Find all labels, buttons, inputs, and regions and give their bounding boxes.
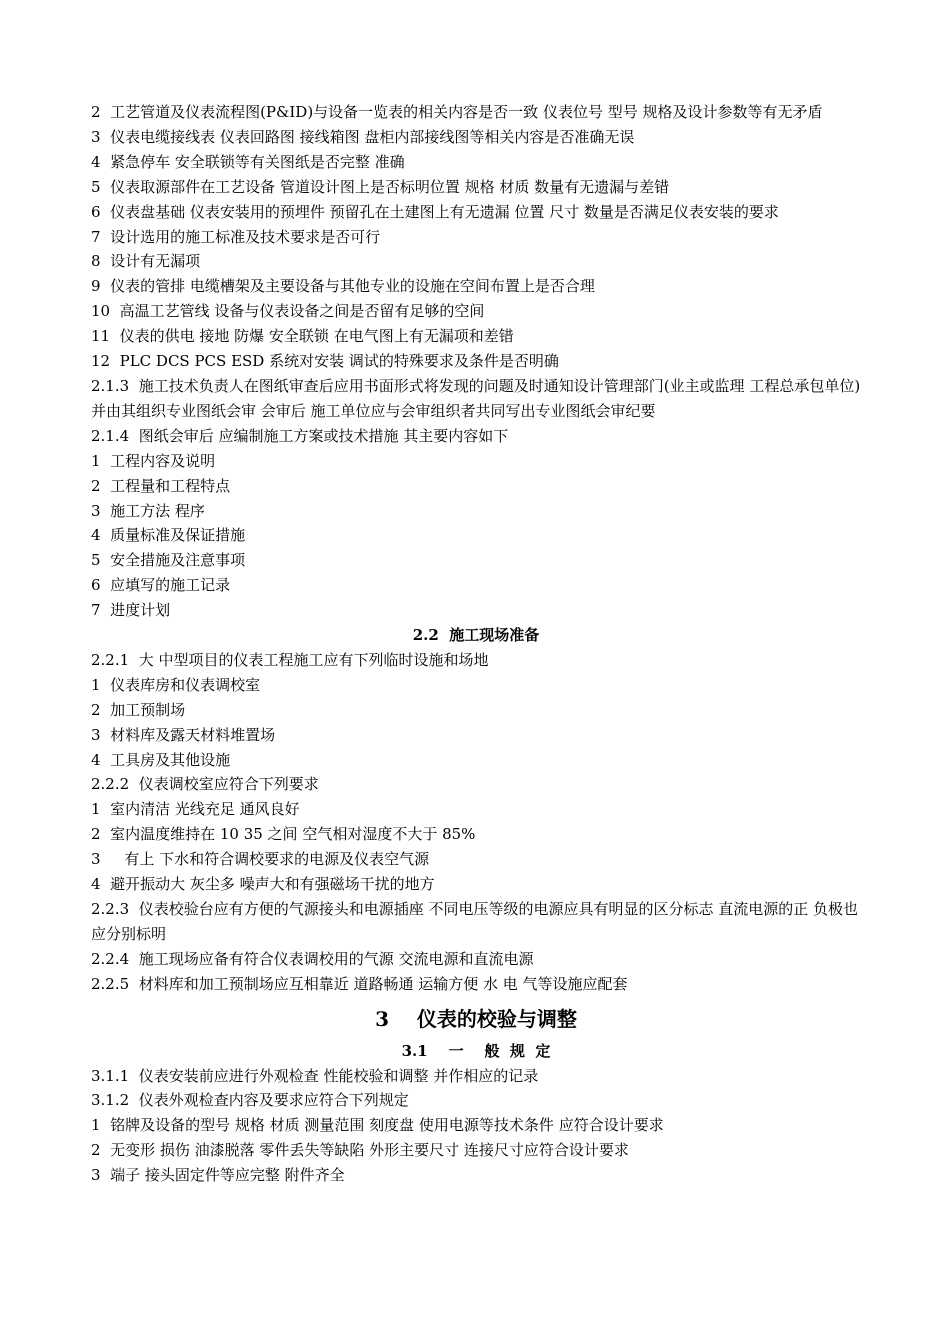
paragraph-line: 1 室内清洁 光线充足 通风良好: [91, 800, 300, 819]
paragraph-line: 3 仪表电缆接线表 仪表回路图 接线箱图 盘柜内部接线图等相关内容是否准确无误: [91, 127, 635, 146]
document-page: [91, 100, 865, 1188]
paragraph-line: 2.2.4 施工现场应备有符合仪表调校用的气源 交流电源和直流电源: [91, 949, 534, 968]
paragraph-line: 2 工程量和工程特点: [91, 476, 231, 495]
paragraph-line: 3 有上 下水和符合调校要求的电源及仪表空气源: [91, 850, 430, 869]
paragraph-line: 6 仪表盘基础 仪表安装用的预埋件 预留孔在土建图上有无遗漏 位置 尺寸 数量是否满足仪表安装的要求: [91, 202, 779, 221]
paragraph-line: 11 仪表的供电 接地 防爆 安全联锁 在电气图上有无漏项和差错: [91, 327, 514, 346]
paragraph-line: 5 仪表取源部件在工艺设备 管道设计图上是否标明位置 规格 材质 数量有无遗漏与差错: [91, 177, 670, 196]
paragraph-line: 4 避开振动大 灰尘多 噪声大和有强磁场干扰的地方: [91, 875, 435, 894]
paragraph-line: 2.2.3 仪表校验台应有方便的气源接头和电源插座 不同电压等级的电源应具有明显的区分标志 直流电源的正 负极也应分别标明: [91, 900, 859, 943]
paragraph-line: 10 高温工艺管线 设备与仪表设备之间是否留有足够的空间: [91, 302, 485, 321]
paragraph-line: 4 工具房及其他设施: [91, 750, 231, 769]
paragraph-line: 3 施工方法 程序: [91, 501, 205, 520]
paragraph-line: 9 仪表的管排 电缆槽架及主要设备与其他专业的设施在空间布置上是否合理: [91, 277, 595, 296]
section-heading: 3.1 一 般 规 定: [401, 1041, 551, 1060]
paragraph-line: 6 应填写的施工记录: [91, 576, 231, 595]
paragraph-line: 1 铭牌及设备的型号 规格 材质 测量范围 刻度盘 使用电源等技术条件 应符合设计要求: [91, 1116, 664, 1135]
section-heading: 2.2 施工现场准备: [412, 626, 540, 645]
paragraph-line: 1 仪表库房和仪表调校室: [91, 675, 261, 694]
paragraph-line: 7 进度计划: [91, 601, 171, 620]
paragraph-line: 2.1.4 图纸会审后 应编制施工方案或技术措施 其主要内容如下: [91, 426, 509, 445]
paragraph-line: 8 设计有无漏项: [91, 252, 201, 271]
paragraph-line: 3 材料库及露天材料堆置场: [91, 725, 276, 744]
paragraph-line: 2.2.2 仪表调校室应符合下列要求: [91, 775, 319, 794]
paragraph-line: 2 无变形 损伤 油漆脱落 零件丢失等缺陷 外形主要尺寸 连接尺寸应符合设计要求: [91, 1141, 629, 1160]
paragraph-line: 12 PLC DCS PCS ESD 系统对安装 调试的特殊要求及条件是否明确: [91, 352, 559, 371]
paragraph-line: 2 室内温度维持在 10 35 之间 空气相对湿度不大于 85%: [91, 825, 476, 844]
paragraph-line: 4 紧急停车 安全联锁等有关图纸是否完整 准确: [91, 152, 405, 171]
chapter-heading: 3 仪表的校验与调整: [375, 1006, 577, 1031]
paragraph-line: 7 设计选用的施工标准及技术要求是否可行: [91, 227, 381, 246]
paragraph-line: 2 加工预制场: [91, 700, 186, 719]
paragraph-line: 3 端子 接头固定件等应完整 附件齐全: [91, 1166, 345, 1185]
paragraph-line: 2 工艺管道及仪表流程图(P&ID)与设备一览表的相关内容是否一致 仪表位号 型号 规格及设计参数等有无矛盾: [91, 103, 823, 121]
paragraph-line: 2.1.3 施工技术负责人在图纸审查后应用书面形式将发现的问题及时通知设计管理部门(业主或监理 工程总承包单位) 并由其组织专业图纸会审 会审后 施工单位应与会审组织者共同写出专业图纸会审纪要: [91, 376, 865, 420]
paragraph-line: 2.2.1 大 中型项目的仪表工程施工应有下列临时设施和场地: [91, 650, 489, 669]
paragraph-line: 3.1.1 仪表安装前应进行外观检查 性能校验和调整 并作相应的记录: [91, 1066, 539, 1085]
paragraph-line: 4 质量标准及保证措施: [91, 526, 246, 545]
paragraph-line: 1 工程内容及说明: [91, 451, 216, 470]
paragraph-line: 2.2.5 材料库和加工预制场应互相靠近 道路畅通 运输方便 水 电 气等设施应配套: [91, 974, 628, 993]
paragraph-line: 5 安全措施及注意事项: [91, 551, 246, 570]
paragraph-line: 3.1.2 仪表外观检查内容及要求应符合下列规定: [91, 1091, 409, 1110]
